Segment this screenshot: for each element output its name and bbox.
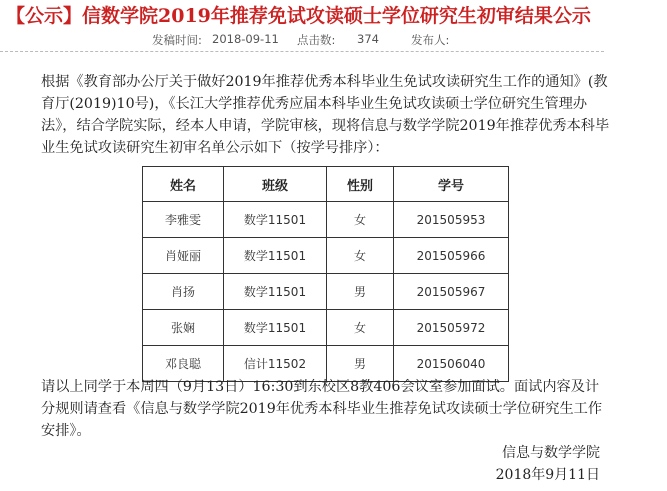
cell-class: 数学11501 <box>224 310 327 346</box>
views-label: 点击数: <box>297 33 336 47</box>
table-header-row <box>143 167 509 202</box>
posted-label: 发稿时间: <box>152 33 202 47</box>
cell-student-id: 201505953 <box>394 202 509 238</box>
cell-name: 肖扬 <box>143 274 224 310</box>
cell-gender: 男 <box>327 274 394 310</box>
notice-text: 请以上同学于本周四（9月13日）16:30到东校区8教406会议室参加面试。面试内容及计分规则请查看《信息与数学学院2019年优秀本科毕业生推荐免试攻读硕士学位研究生工作安排》。 <box>41 379 603 439</box>
header-class: 班级 <box>224 167 327 202</box>
cell-student-id: 201505967 <box>394 274 509 310</box>
cell-class: 数学11501 <box>224 238 327 274</box>
signature-date: 2018年9月11日 <box>495 467 600 483</box>
posted-value: 2018-09-11 <box>212 32 279 46</box>
cell-name: 邓良聪 <box>143 346 224 382</box>
table-row <box>143 310 509 346</box>
results-table <box>142 166 509 382</box>
cell-gender: 男 <box>327 346 394 382</box>
cell-student-id: 201505972 <box>394 310 509 346</box>
intro-paragraph <box>41 71 611 159</box>
cell-class: 数学11501 <box>224 274 327 310</box>
cell-name: 肖娅丽 <box>143 238 224 274</box>
cell-name: 张娴 <box>143 310 224 346</box>
intro-text: 根据《教育部办公厅关于做好2019年推荐优秀本科毕业生免试攻读研究生工作的通知》(教育厅(2019)10号)，《长江大学推荐优秀应届本科毕业生免试攻读硕士学位研究生管理办法》，结合学院实际，经本人申请，学院审核，现将信息与数学学院2019年推荐优秀本科毕业生免试攻读研究生初审名单公示如下（按学号排序）： <box>41 74 610 156</box>
header-gender: 性别 <box>327 167 394 202</box>
header-student-id: 学号 <box>394 167 509 202</box>
article-title-bar <box>0 0 667 27</box>
cell-gender: 女 <box>327 202 394 238</box>
interview-notice <box>41 376 611 442</box>
table-row <box>143 274 509 310</box>
article-title: 【公示】信数学院2019年推荐免试攻读硕士学位研究生初审结果公示 <box>6 5 591 27</box>
cell-gender: 女 <box>327 238 394 274</box>
cell-class: 信计11502 <box>224 346 327 382</box>
signature-org: 信息与数学学院 <box>502 445 600 461</box>
cell-student-id: 201505966 <box>394 238 509 274</box>
signature-block <box>440 442 600 486</box>
publisher-label: 发布人: <box>411 33 450 47</box>
cell-gender: 女 <box>327 310 394 346</box>
cell-class: 数学11501 <box>224 202 327 238</box>
cell-name: 李雅雯 <box>143 202 224 238</box>
table-row <box>143 238 509 274</box>
table-row <box>143 202 509 238</box>
header-name: 姓名 <box>143 167 224 202</box>
article-meta <box>0 29 600 51</box>
views-value: 374 <box>357 32 379 46</box>
meta-divider <box>0 51 604 52</box>
cell-student-id: 201506040 <box>394 346 509 382</box>
